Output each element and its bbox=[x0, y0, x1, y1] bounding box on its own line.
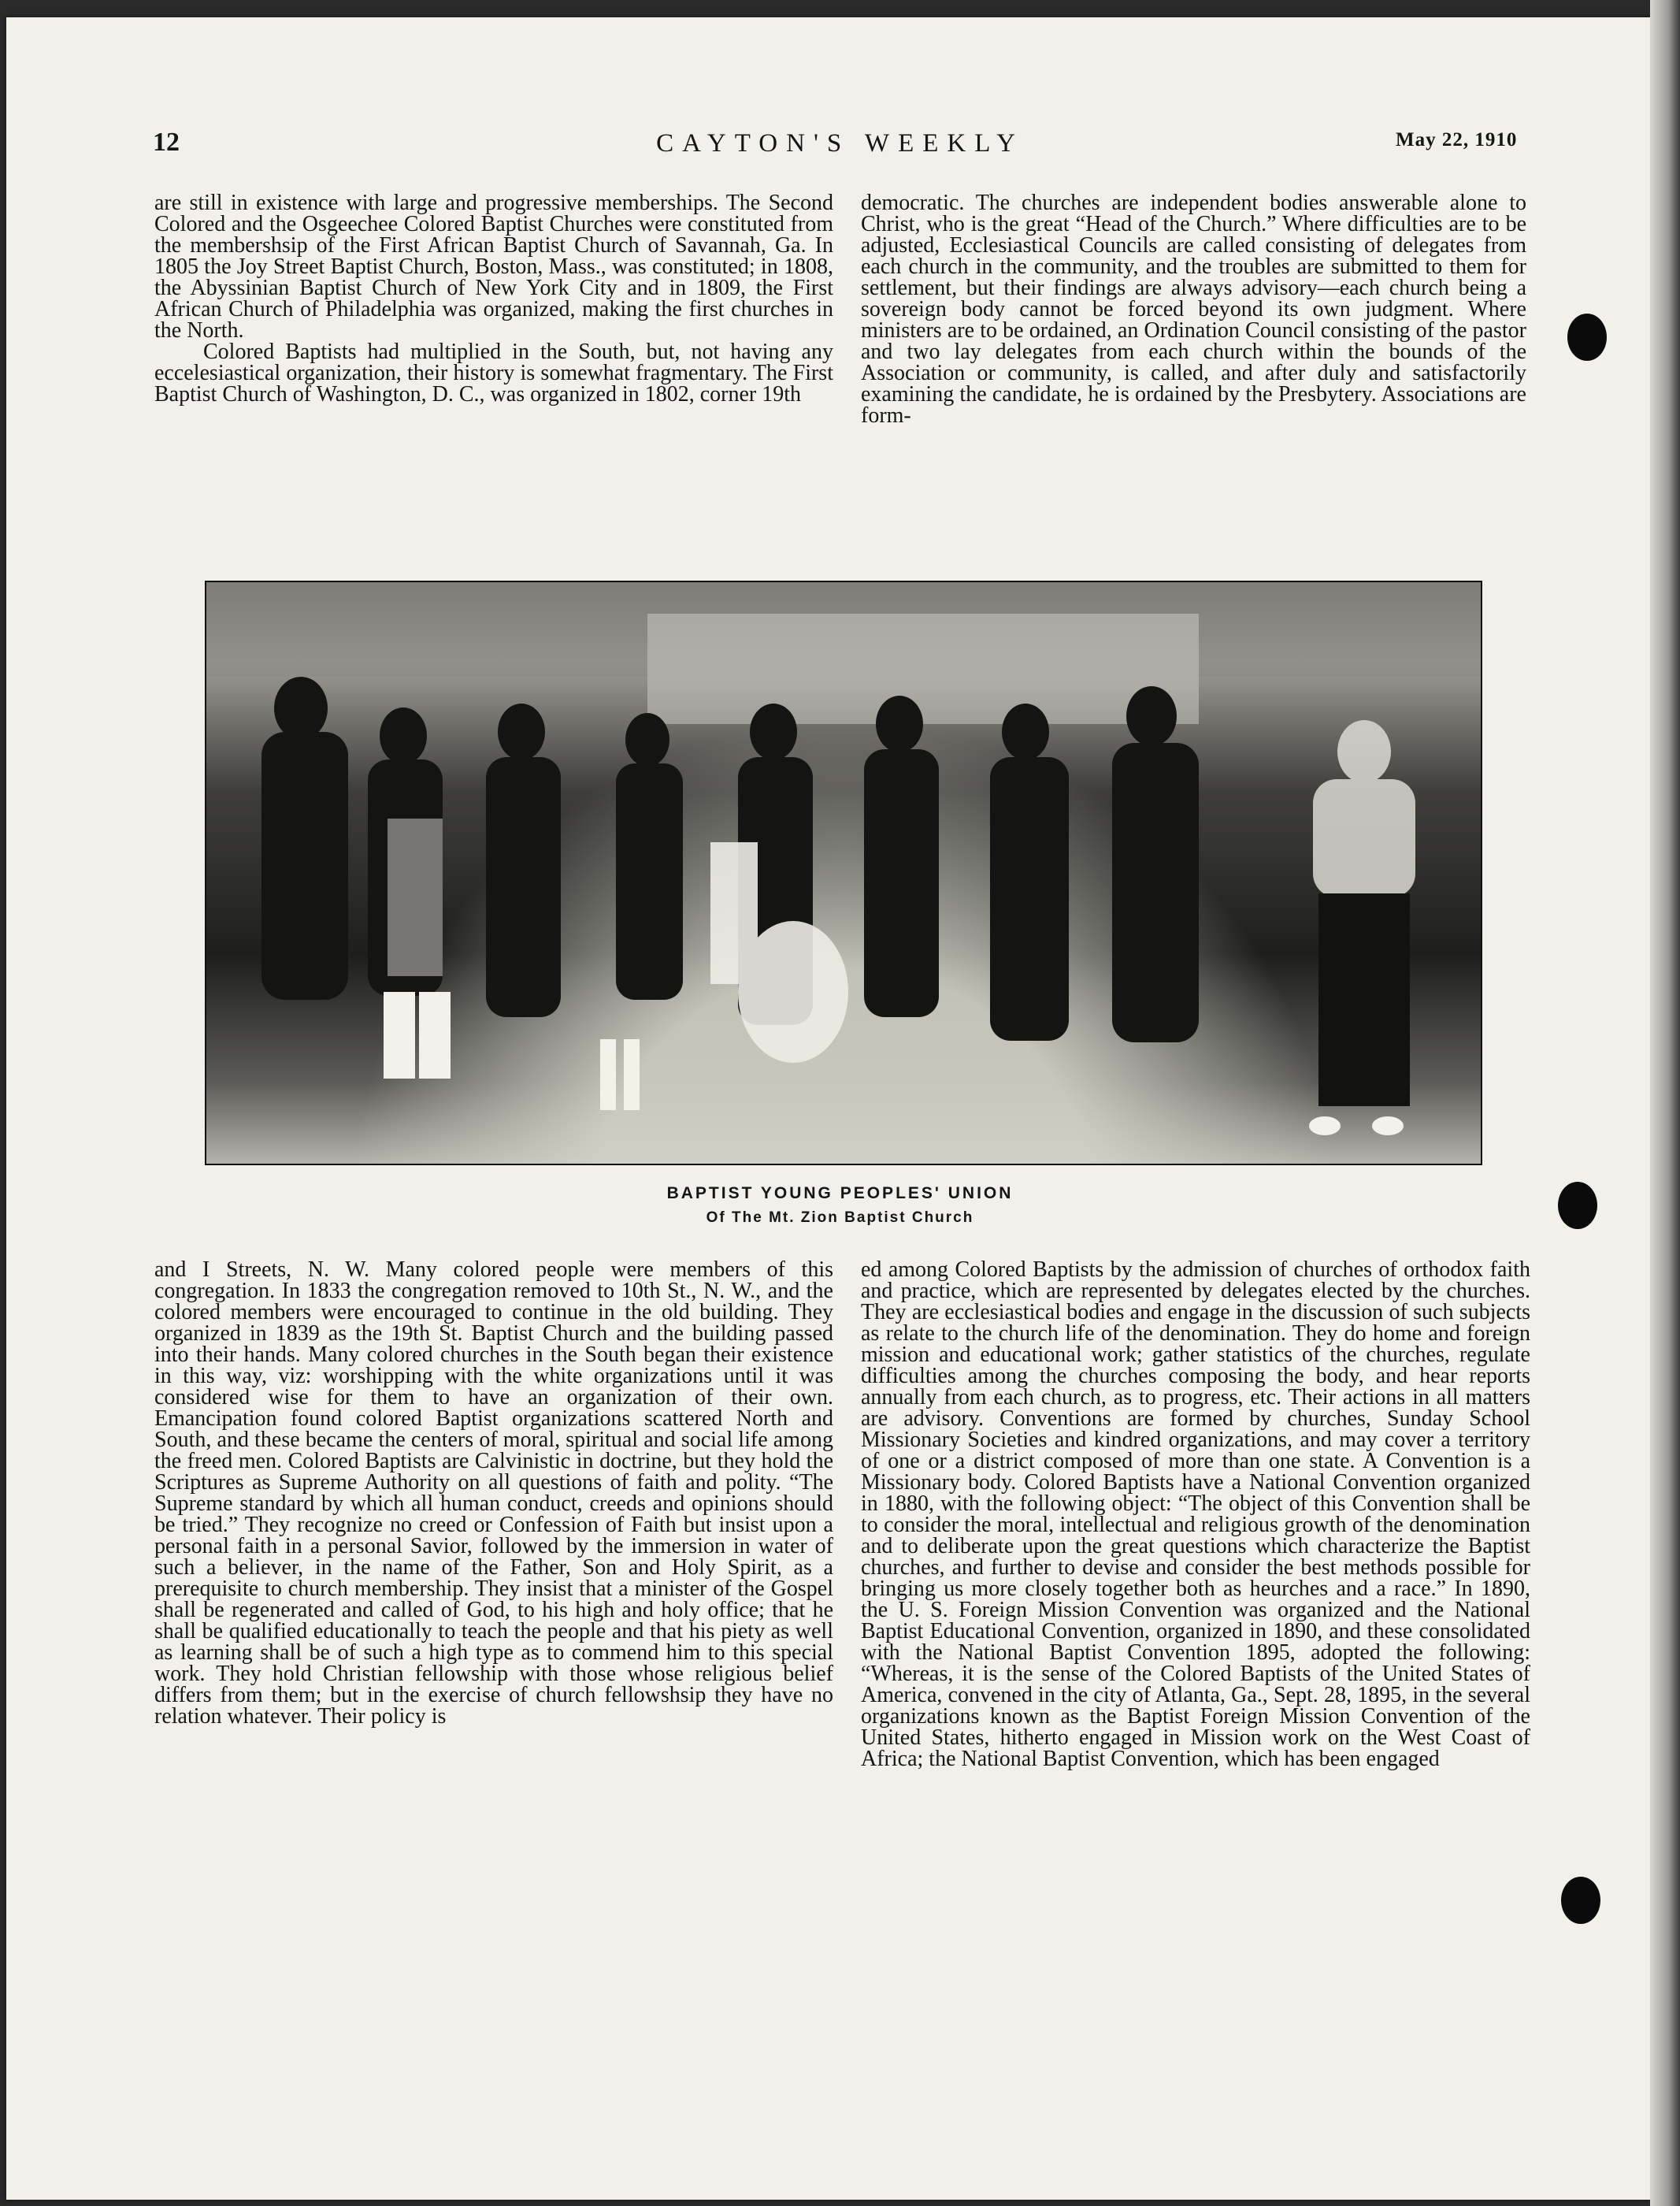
paragraph: are still in existence with large and progressive memberships. The Second Colored and the Osgeechee Colored Baptist Churches were constituted from the membershsip of the First African Baptist Church of Savannah, Ga. In 1805 the Joy Street Baptist Church, Boston, Mass., was constituted; in 1808, the Abyssinian Baptist Church of New York City and in 1809, the First African Church of Philadelphia was organized, making the first churches in the North. bbox=[154, 191, 833, 343]
photo-caption-title: BAPTIST YOUNG PEOPLES' UNION bbox=[666, 1184, 1014, 1202]
article-column-top-left bbox=[154, 192, 833, 405]
photo-caption-subtitle: Of The Mt. Zion Baptist Church bbox=[706, 1209, 974, 1226]
group-photo-figures bbox=[206, 582, 1481, 1164]
page-binding-edge bbox=[1650, 0, 1680, 2206]
paragraph: and I Streets, N. W. Many colored people were members of this congregation. In 1833 the congregation removed to 10th St., N. W., and the colored members were encouraged to continue in the old building. They organized in 1839 as the 19th St. Baptist Church and the building passed into their hands. Many colored churches in the South began their existence in this way, viz: worshipping with the white organizations until it was considered wise for them to have an organization of their own. Emancipation found colored Baptist organizations scattered North and South, and these became the centers of moral, spiritual and social life among the freed men. Colored Baptists are Calvinistic in doctrine, but they hold the Scriptures as Supreme Authority on all questions of faith and polity. “The Supreme standard by which all human conduct, creeds and opinions should be tried.” They recognize no creed or Confession of Faith but insist upon a personal faith in a personal Savior, followed by the immersion in water of such a believer, in the name of the Father, Son and Holy Spirit, as a prerequisite to church membership. They insist that a minister of the Gospel shall be regenerated and called of God, to his high and holy office; that he shall be qualified educationally to teach the people and that his piety as well as learning shall be of such a high type as to commend him to this special work. They hold Christian fellowship with those whose religious belief differs from them; but in the exercise of church fellowshsip they have no relation whatever. Their policy is bbox=[154, 1257, 833, 1729]
article-column-bottom-left bbox=[154, 1259, 833, 1727]
paragraph: ed among Colored Baptists by the admission of churches of orthodox faith and practice, which are represented by delegates elected by the churches. They are ecclesiastical bodies and engage in the discussion of such subjects as relate to the church life of the denomination. They do home and foreign mission and educational work; gather statistics of the churches, regulate difficulties among the churches composing the body, and hear reports annually from each church, as to progress, etc. Their actions in all matters are advisory. Conventions are formed by churches, Sunday School Missionary Societies and kindred organizations, and may cover a territory of one or a district composed of more than one state. A Convention is a Missionary body. Colored Baptists have a National Convention organized in 1880, with the following object: “The object of this Convention shall be to consider the moral, intellectual and religious growth of the denomination and to deliberate upon the great questions which characterize the Baptist churches, and further to devise and consider the best methods possible for bringing us more closely together both as heurches and a race.” In 1890, the U. S. Foreign Mission Convention was organized and the National Baptist Educational Convention, organized in 1890, and these consolidated with the National Baptist Convention 1895, adopted the following: “Whereas, it is the sense of the Colored Baptists of the United States of America, convened in the city of Atlanta, Ga., Sept. 28, 1895, in the several organizations known as the Baptist Foreign Mission Convention of the United States, hitherto engaged in Mission work on the West Coast of Africa; the National Baptist Convention, which has been engaged bbox=[861, 1257, 1530, 1771]
running-head bbox=[0, 128, 1680, 159]
binding-hole bbox=[1558, 1182, 1597, 1229]
paragraph: Colored Baptists had multiplied in the South, but, not having any eccelesiastical organization, their history is somewhat fragmentary. The First Baptist Church of Washington, D. C., was organized in 1802, corner 19th bbox=[154, 340, 833, 407]
group-photograph bbox=[205, 581, 1482, 1165]
issue-date: May 22, 1910 bbox=[1396, 129, 1518, 150]
page-number: 12 bbox=[153, 128, 180, 157]
binding-hole bbox=[1561, 1877, 1600, 1924]
binding-hole bbox=[1567, 314, 1607, 361]
paragraph: democratic. The churches are independent bodies answerable alone to Christ, who is the great “Head of the Church.” Where difficulties are to be adjusted, Ecclesiastical Councils are called consisting of delegates from each church in the community, and the troubles are submitted to them for settlement, but their findings are always advisory—each church being a sovereign body cannot be forced beyond its own judgment. Where ministers are to be ordained, an Ordination Council consisting of the pastor and two lay delegates from each church within the bounds of the Association or community, is called, and after duly and satisfactorily examining the candidate, he is ordained by the Presbytery. Associations are form- bbox=[861, 191, 1526, 428]
article-column-top-right bbox=[861, 192, 1526, 426]
publication-title: CAYTON'S WEEKLY bbox=[656, 129, 1024, 158]
article-column-bottom-right bbox=[861, 1259, 1530, 1770]
